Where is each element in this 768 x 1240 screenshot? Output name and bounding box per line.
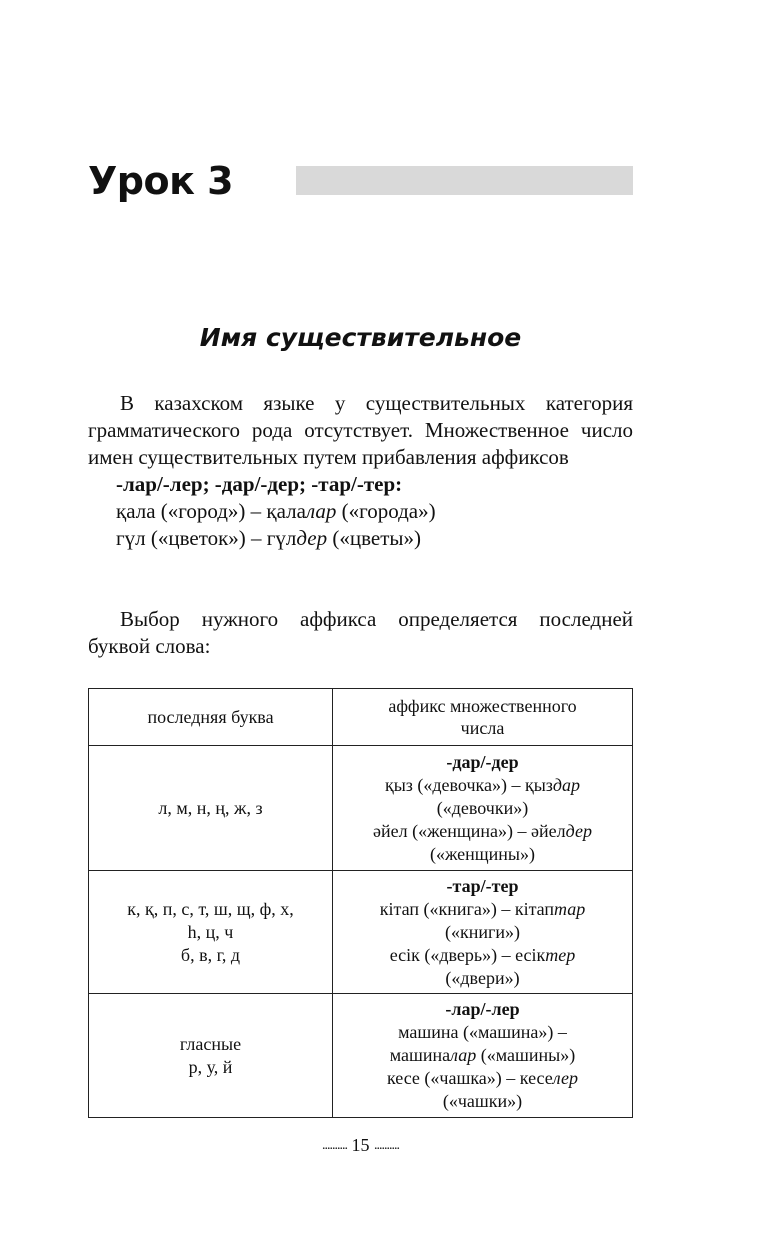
letters-cell	[89, 746, 333, 871]
header-plural-affix: аффикс множественного числа	[333, 689, 633, 746]
intro-block	[88, 390, 633, 552]
example-line: қыз («девочка») – қыздар	[384, 774, 581, 795]
example-line: әйел («женщина») – әйелдер	[373, 820, 592, 841]
example-line: («девочки»)	[436, 797, 529, 818]
choice-paragraph: Выбор нужного аффикса определяется последней буквой слова:	[88, 607, 633, 658]
letters-line: һ, ц, ч	[187, 921, 234, 942]
letters-line: р, у, й	[188, 1056, 233, 1077]
page-number	[88, 1133, 633, 1158]
affix-label: -тар/-тер	[446, 875, 519, 896]
table-row	[89, 871, 633, 994]
lesson-title: Урок 3	[88, 159, 234, 203]
section-title: Имя существительное	[199, 323, 522, 352]
lesson-header	[88, 158, 633, 208]
example-line: («чашки»)	[442, 1091, 523, 1111]
affix-label: -лар/-лер	[445, 999, 520, 1019]
example-line: кітап («книга») – кітаптар	[379, 898, 586, 919]
page-dots-left: ..........	[322, 1138, 347, 1153]
plural-affix-table	[88, 688, 633, 1118]
table-header-row	[89, 689, 633, 746]
affix-cell	[333, 746, 633, 871]
affix-cell	[333, 871, 633, 994]
table-row	[89, 994, 633, 1118]
affix-cell	[333, 994, 633, 1118]
letters-line: б, в, г, д	[180, 944, 241, 965]
table-row	[89, 746, 633, 871]
example-line: машина («машина») –	[398, 1022, 567, 1042]
letters-cell	[89, 994, 333, 1118]
page-number-value: 15	[351, 1135, 370, 1155]
example-line-2: гүл («цветок») – гүлдер («цветы»)	[116, 526, 421, 550]
header-last-letter: последняя буква	[89, 689, 333, 746]
affix-label: -дар/-дер	[446, 751, 519, 772]
letters-line: к, қ, п, с, т, ш, щ, ф, х,	[127, 898, 294, 919]
example-line: есік («дверь») – есіктер	[389, 944, 576, 965]
letters-line: гласные	[179, 1033, 242, 1054]
example-line: («книги»)	[444, 921, 520, 942]
example-line: кесе («чашка») – кеселер	[386, 1068, 578, 1088]
choice-block	[88, 606, 633, 660]
affix-list: -лар/-лер; -дар/-дер; -тар/-тер:	[116, 472, 403, 496]
intro-paragraph: В казахском языке у существительных категория грамматического рода отсутствует. Множественное число имен существительных путем прибавления аффиксов	[88, 391, 633, 469]
example-line: машиналар («машины»)	[389, 1045, 576, 1065]
page-dots-right: ..........	[374, 1138, 399, 1153]
example-line: («двери»)	[445, 967, 520, 988]
letters-line: л, м, н, ң, ж, з	[158, 797, 263, 818]
example-line-1: қала («город») – қалалар («города»)	[116, 499, 436, 523]
letters-cell	[89, 871, 333, 994]
header-decorative-bar	[296, 166, 633, 195]
example-line: («женщины»)	[429, 843, 536, 864]
